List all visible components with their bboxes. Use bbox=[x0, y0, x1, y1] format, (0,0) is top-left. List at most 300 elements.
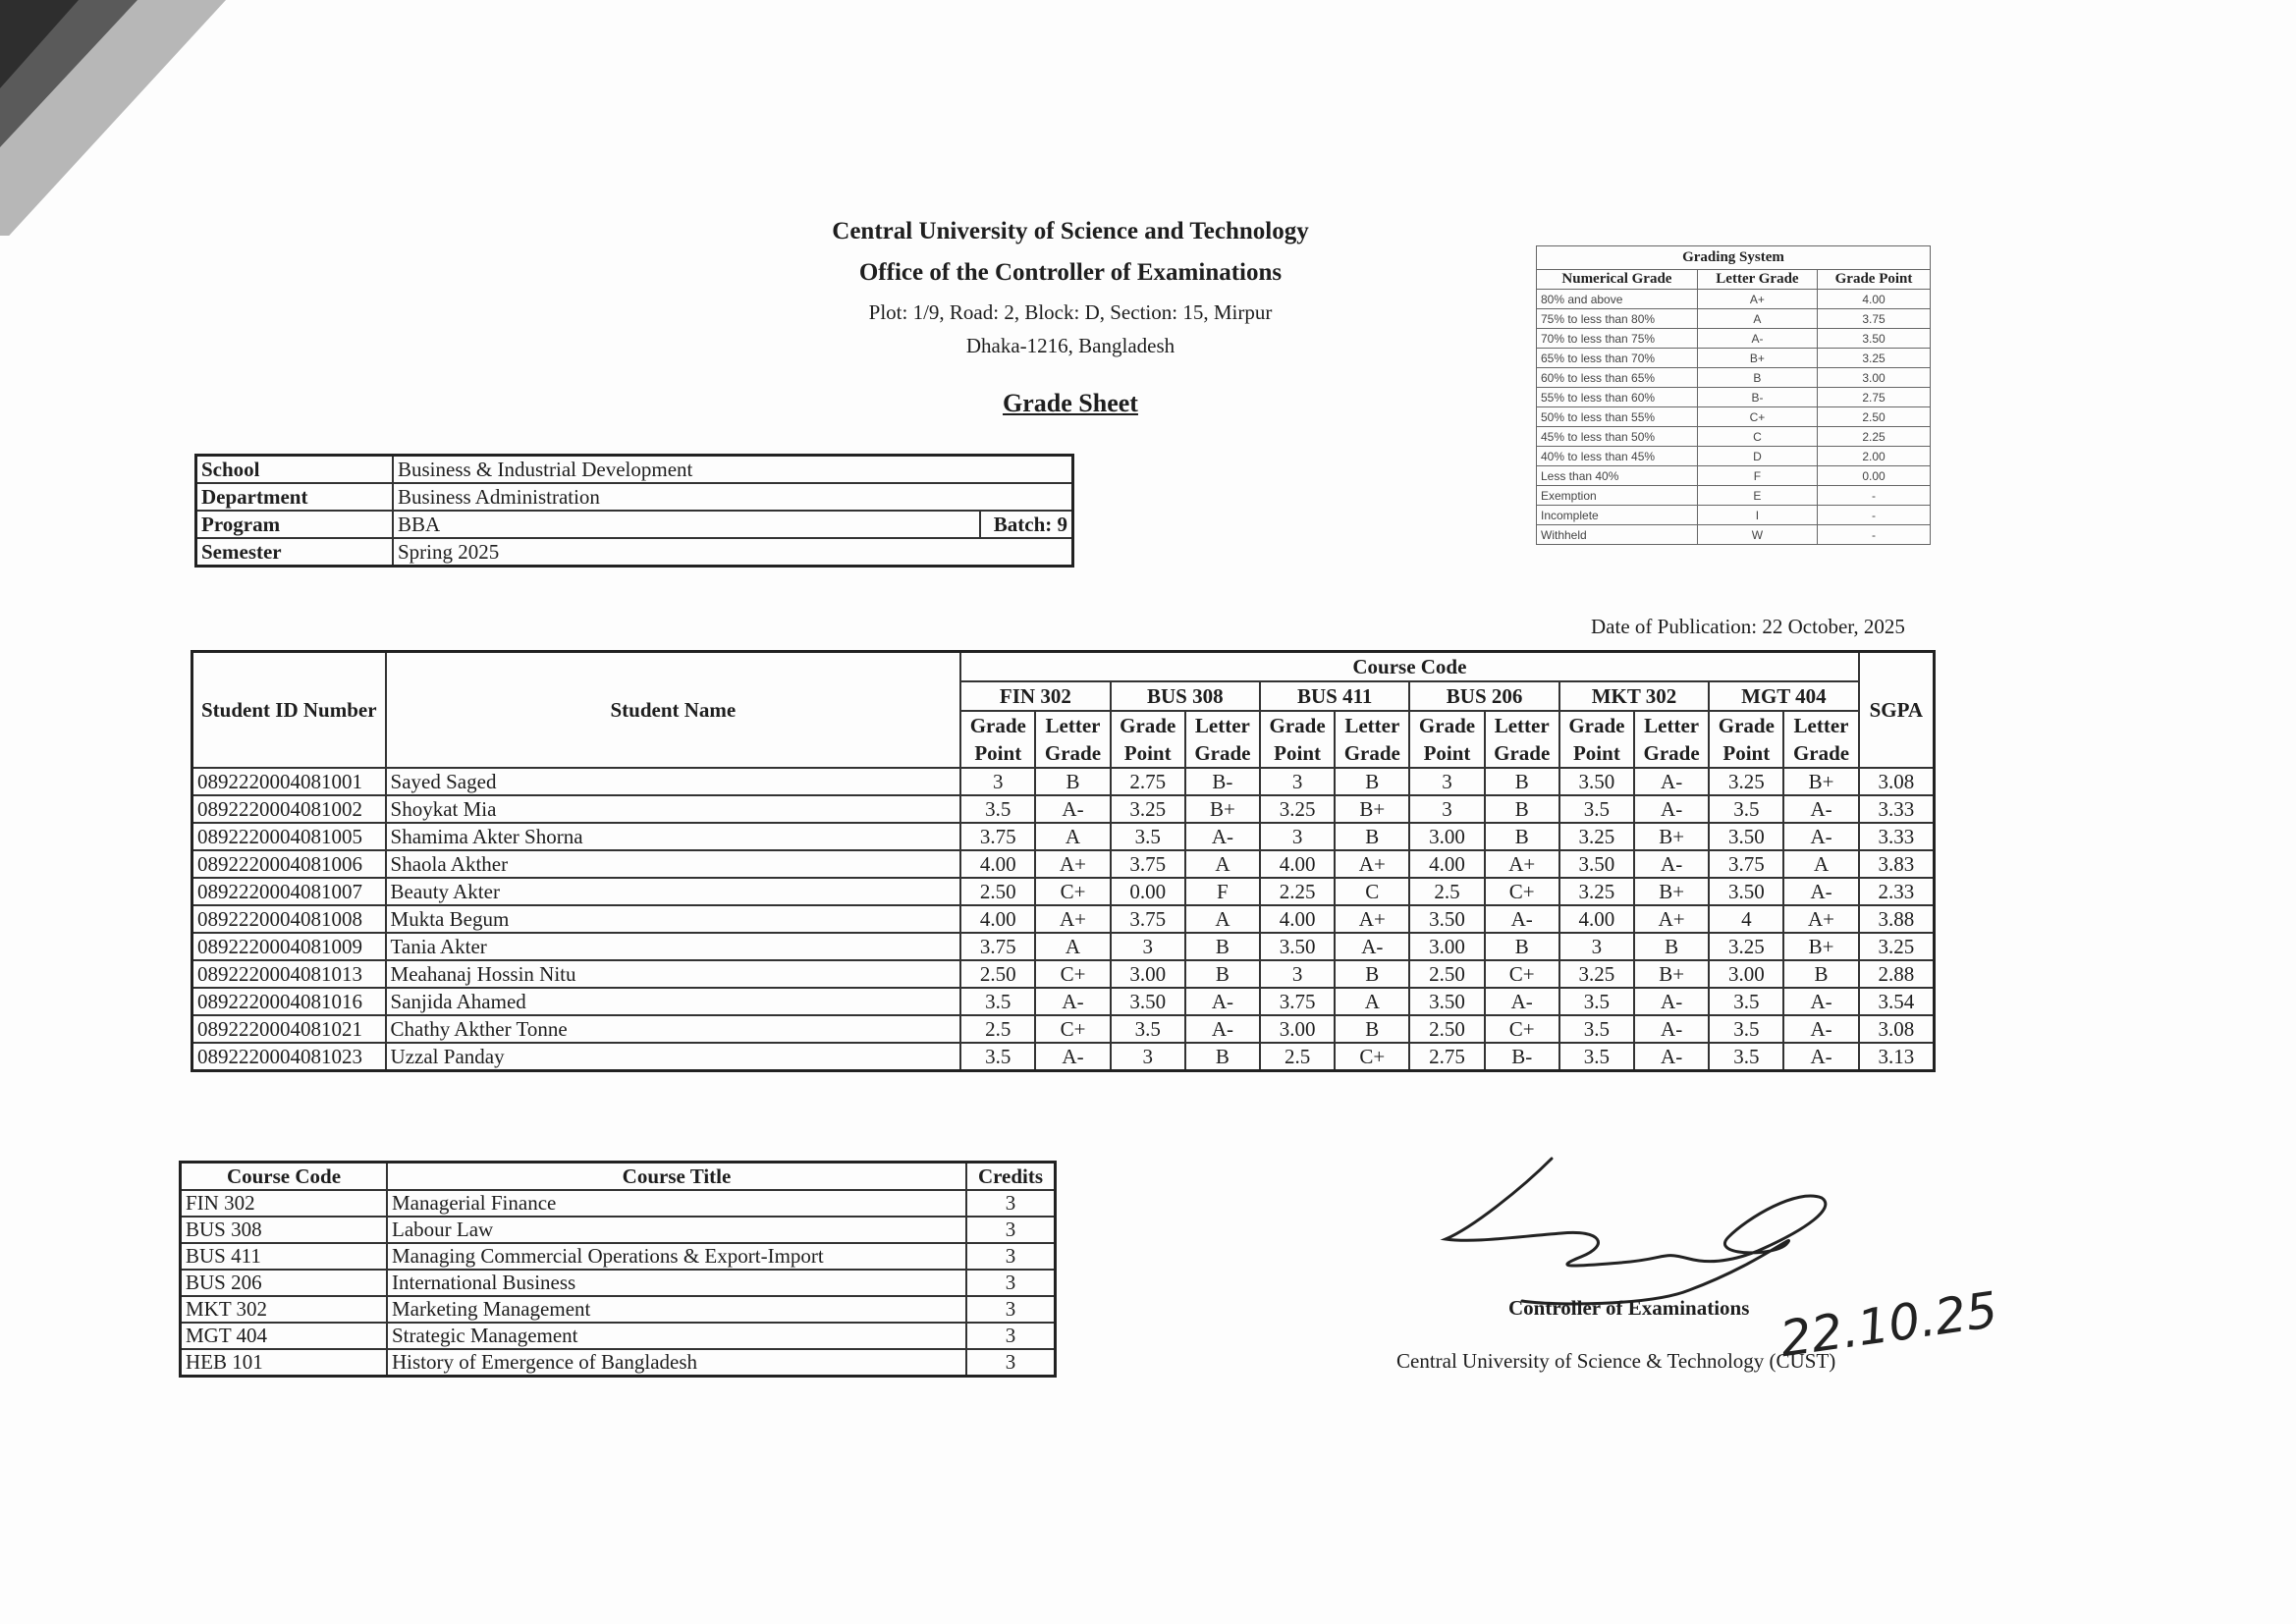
grade-point-cell: 0.00 bbox=[1111, 878, 1185, 905]
letter-grade-cell: A+ bbox=[1335, 850, 1409, 878]
student-name: Chathy Akther Tonne bbox=[386, 1015, 961, 1043]
department-value: Business Administration bbox=[393, 483, 1073, 511]
gs-numerical-grade: 70% to less than 75% bbox=[1537, 329, 1698, 349]
student-name: Tania Akter bbox=[386, 933, 961, 960]
letter-grade-cell: A bbox=[1035, 823, 1110, 850]
letter-grade-header: Letter Grade bbox=[1485, 711, 1559, 768]
scanner-corner-shadow bbox=[0, 0, 236, 236]
gs-numerical-grade: Incomplete bbox=[1537, 506, 1698, 525]
grade-point-cell: 3.5 bbox=[1111, 823, 1185, 850]
letter-grade-cell: A bbox=[1783, 850, 1858, 878]
grade-point-cell: 3.5 bbox=[1111, 1015, 1185, 1043]
letter-grade-cell: A- bbox=[1783, 988, 1858, 1015]
grading-system-row bbox=[1537, 388, 1931, 407]
publication-date: Date of Publication: 22 October, 2025 bbox=[1591, 615, 1905, 638]
student-id: 0892220004081001 bbox=[192, 768, 386, 795]
grade-point-cell: 3.5 bbox=[960, 988, 1035, 1015]
gs-numerical-grade: Withheld bbox=[1537, 525, 1698, 545]
gs-letter-grade: B- bbox=[1697, 388, 1817, 407]
letter-grade-cell: B+ bbox=[1783, 768, 1858, 795]
course-credits: 3 bbox=[966, 1243, 1056, 1270]
school-value: Business & Industrial Development bbox=[393, 456, 1073, 484]
grade-point-cell: 3.25 bbox=[1559, 878, 1634, 905]
student-name: Mukta Begum bbox=[386, 905, 961, 933]
gs-numerical-grade: 80% and above bbox=[1537, 290, 1698, 309]
grade-point-cell: 3.5 bbox=[960, 795, 1035, 823]
letter-grade-cell: C+ bbox=[1035, 960, 1110, 988]
grade-point-cell: 2.75 bbox=[1409, 1043, 1484, 1071]
student-name: Shaola Akther bbox=[386, 850, 961, 878]
student-id-header: Student ID Number bbox=[192, 652, 386, 769]
letter-grade-cell: A- bbox=[1634, 988, 1709, 1015]
grade-point-cell: 4.00 bbox=[960, 905, 1035, 933]
student-row bbox=[192, 905, 1935, 933]
sgpa-cell: 3.33 bbox=[1859, 823, 1935, 850]
student-row bbox=[192, 823, 1935, 850]
student-name: Shamima Akter Shorna bbox=[386, 823, 961, 850]
student-id: 0892220004081023 bbox=[192, 1043, 386, 1071]
course-title: Managerial Finance bbox=[387, 1190, 966, 1217]
gs-header-numerical: Numerical Grade bbox=[1537, 270, 1698, 290]
course-title: Managing Commercial Operations & Export-Import bbox=[387, 1243, 966, 1270]
student-id: 0892220004081009 bbox=[192, 933, 386, 960]
gs-letter-grade: I bbox=[1697, 506, 1817, 525]
grade-point-cell: 3.00 bbox=[1409, 823, 1484, 850]
grade-point-cell: 2.50 bbox=[960, 878, 1035, 905]
letter-grade-cell: C bbox=[1335, 878, 1409, 905]
grade-point-cell: 3.50 bbox=[1111, 988, 1185, 1015]
program-value: BBA bbox=[393, 511, 980, 538]
grade-point-cell: 3.5 bbox=[1709, 1043, 1783, 1071]
semester-value: Spring 2025 bbox=[393, 538, 1073, 567]
grade-point-cell: 2.50 bbox=[960, 960, 1035, 988]
student-name: Sanjida Ahamed bbox=[386, 988, 961, 1015]
grade-point-header: Grade Point bbox=[1111, 711, 1185, 768]
student-row bbox=[192, 850, 1935, 878]
course-code: BUS 308 bbox=[181, 1217, 388, 1243]
grade-point-cell: 4.00 bbox=[1260, 905, 1335, 933]
gs-numerical-grade: 65% to less than 70% bbox=[1537, 349, 1698, 368]
letter-grade-cell: A+ bbox=[1634, 905, 1709, 933]
letter-grade-cell: A- bbox=[1783, 823, 1858, 850]
course-header: MGT 404 bbox=[1709, 681, 1858, 711]
info-row-school bbox=[196, 456, 1073, 484]
gs-grade-point: 3.25 bbox=[1818, 349, 1931, 368]
letter-grade-cell: B+ bbox=[1335, 795, 1409, 823]
school-label: School bbox=[196, 456, 394, 484]
sgpa-cell: 2.88 bbox=[1859, 960, 1935, 988]
letter-grade-cell: A- bbox=[1634, 850, 1709, 878]
grade-point-cell: 3.25 bbox=[1709, 933, 1783, 960]
course-title: International Business bbox=[387, 1270, 966, 1296]
letter-grade-cell: A+ bbox=[1783, 905, 1858, 933]
student-id: 0892220004081002 bbox=[192, 795, 386, 823]
gs-numerical-grade: Exemption bbox=[1537, 486, 1698, 506]
letter-grade-cell: A- bbox=[1783, 795, 1858, 823]
course-credits: 3 bbox=[966, 1349, 1056, 1377]
letter-grade-cell: B bbox=[1185, 933, 1260, 960]
letter-grade-header: Letter Grade bbox=[1035, 711, 1110, 768]
letter-grade-cell: B bbox=[1185, 960, 1260, 988]
grade-point-header: Grade Point bbox=[960, 711, 1035, 768]
letter-grade-cell: A- bbox=[1035, 1043, 1110, 1071]
info-row-department bbox=[196, 483, 1073, 511]
student-id: 0892220004081005 bbox=[192, 823, 386, 850]
grade-point-cell: 2.5 bbox=[1260, 1043, 1335, 1071]
university-name: Central University of Science and Technology bbox=[832, 218, 1309, 244]
batch-value: Batch: 9 bbox=[980, 511, 1073, 538]
gs-grade-point: 2.25 bbox=[1818, 427, 1931, 447]
course-code: FIN 302 bbox=[181, 1190, 388, 1217]
gs-header-point: Grade Point bbox=[1818, 270, 1931, 290]
office-name: Office of the Controller of Examinations bbox=[858, 259, 1283, 286]
grade-point-cell: 2.5 bbox=[1409, 878, 1484, 905]
gs-grade-point: 3.00 bbox=[1818, 368, 1931, 388]
grading-system-row bbox=[1537, 309, 1931, 329]
program-info-table bbox=[194, 454, 1074, 568]
course-credits: 3 bbox=[966, 1190, 1056, 1217]
grade-point-cell: 2.50 bbox=[1409, 1015, 1484, 1043]
signatory-institution: Central University of Science & Technology (CUST) bbox=[1396, 1349, 1836, 1373]
sgpa-cell: 3.08 bbox=[1859, 768, 1935, 795]
letter-grade-cell: A- bbox=[1185, 988, 1260, 1015]
program-label: Program bbox=[196, 511, 394, 538]
letter-grade-cell: C+ bbox=[1485, 878, 1559, 905]
gs-grade-point: 2.00 bbox=[1818, 447, 1931, 466]
grade-point-cell: 4.00 bbox=[1409, 850, 1484, 878]
grade-point-cell: 3.00 bbox=[1409, 933, 1484, 960]
gs-letter-grade: W bbox=[1697, 525, 1817, 545]
grade-point-header: Grade Point bbox=[1260, 711, 1335, 768]
grade-point-cell: 4.00 bbox=[1260, 850, 1335, 878]
grade-point-cell: 3.50 bbox=[1709, 823, 1783, 850]
letter-grade-cell: A bbox=[1335, 988, 1409, 1015]
course-credits: 3 bbox=[966, 1270, 1056, 1296]
gs-numerical-grade: 55% to less than 60% bbox=[1537, 388, 1698, 407]
letter-grade-cell: C+ bbox=[1035, 878, 1110, 905]
student-id: 0892220004081008 bbox=[192, 905, 386, 933]
course-credits: 3 bbox=[966, 1323, 1056, 1349]
grade-point-cell: 3 bbox=[1409, 795, 1484, 823]
grade-point-cell: 2.50 bbox=[1409, 960, 1484, 988]
signature-date: 22.10.25 bbox=[1777, 1280, 2001, 1369]
course-list-row bbox=[181, 1270, 1056, 1296]
grade-point-cell: 3.5 bbox=[1559, 1043, 1634, 1071]
grade-point-cell: 3 bbox=[1260, 823, 1335, 850]
letter-grade-cell: B- bbox=[1185, 768, 1260, 795]
grade-point-cell: 3.50 bbox=[1559, 850, 1634, 878]
grade-point-cell: 3.75 bbox=[1111, 850, 1185, 878]
grade-point-cell: 3.75 bbox=[1111, 905, 1185, 933]
grade-point-cell: 3.5 bbox=[1559, 1015, 1634, 1043]
grading-system-row bbox=[1537, 349, 1931, 368]
grade-point-cell: 2.5 bbox=[960, 1015, 1035, 1043]
grade-point-cell: 2.25 bbox=[1260, 878, 1335, 905]
course-list-credits-header: Credits bbox=[966, 1163, 1056, 1191]
gs-letter-grade: F bbox=[1697, 466, 1817, 486]
gs-grade-point: 4.00 bbox=[1818, 290, 1931, 309]
letter-grade-cell: C+ bbox=[1485, 1015, 1559, 1043]
gs-letter-grade: A+ bbox=[1697, 290, 1817, 309]
course-list-table bbox=[179, 1161, 1057, 1378]
gs-grade-point: - bbox=[1818, 506, 1931, 525]
letter-grade-header: Letter Grade bbox=[1783, 711, 1858, 768]
grade-point-cell: 3 bbox=[1260, 768, 1335, 795]
grade-point-header: Grade Point bbox=[1409, 711, 1484, 768]
grading-system-row bbox=[1537, 447, 1931, 466]
sheet-title: Grade Sheet bbox=[1003, 389, 1138, 417]
grade-point-cell: 3.5 bbox=[1709, 795, 1783, 823]
course-list-code-header: Course Code bbox=[181, 1163, 388, 1191]
sgpa-cell: 3.88 bbox=[1859, 905, 1935, 933]
grade-point-cell: 3.00 bbox=[1709, 960, 1783, 988]
student-id: 0892220004081007 bbox=[192, 878, 386, 905]
course-list-row bbox=[181, 1217, 1056, 1243]
grade-point-cell: 3.25 bbox=[1559, 823, 1634, 850]
grade-point-cell: 3.75 bbox=[1709, 850, 1783, 878]
letter-grade-cell: B bbox=[1335, 823, 1409, 850]
grade-point-cell: 3.25 bbox=[1709, 768, 1783, 795]
grading-system-table bbox=[1536, 245, 1931, 545]
course-title: Marketing Management bbox=[387, 1296, 966, 1323]
grading-system-row bbox=[1537, 290, 1931, 309]
sgpa-cell: 3.54 bbox=[1859, 988, 1935, 1015]
letter-grade-cell: B bbox=[1485, 933, 1559, 960]
letter-grade-cell: B+ bbox=[1634, 823, 1709, 850]
course-list-row bbox=[181, 1296, 1056, 1323]
letter-grade-cell: A- bbox=[1634, 1043, 1709, 1071]
grade-point-cell: 3.75 bbox=[1260, 988, 1335, 1015]
grade-point-cell: 3.50 bbox=[1709, 878, 1783, 905]
course-title: Labour Law bbox=[387, 1217, 966, 1243]
student-name-header: Student Name bbox=[386, 652, 961, 769]
letter-grade-cell: C+ bbox=[1335, 1043, 1409, 1071]
grade-point-cell: 3.50 bbox=[1409, 988, 1484, 1015]
grade-point-cell: 3.5 bbox=[1709, 1015, 1783, 1043]
student-id: 0892220004081006 bbox=[192, 850, 386, 878]
info-row-program bbox=[196, 511, 1073, 538]
letter-grade-cell: B+ bbox=[1634, 878, 1709, 905]
grade-point-cell: 4.00 bbox=[1559, 905, 1634, 933]
course-code: BUS 206 bbox=[181, 1270, 388, 1296]
grade-point-cell: 3.25 bbox=[1111, 795, 1185, 823]
letter-grade-header: Letter Grade bbox=[1335, 711, 1409, 768]
student-row bbox=[192, 933, 1935, 960]
course-list-row bbox=[181, 1349, 1056, 1377]
sgpa-cell: 3.13 bbox=[1859, 1043, 1935, 1071]
gs-letter-grade: A- bbox=[1697, 329, 1817, 349]
course-code: BUS 411 bbox=[181, 1243, 388, 1270]
sgpa-cell: 3.83 bbox=[1859, 850, 1935, 878]
course-code-header: Course Code bbox=[960, 652, 1858, 682]
course-title: History of Emergence of Bangladesh bbox=[387, 1349, 966, 1377]
letter-grade-cell: B bbox=[1634, 933, 1709, 960]
grade-point-cell: 3.25 bbox=[1260, 795, 1335, 823]
grade-point-cell: 2.75 bbox=[1111, 768, 1185, 795]
grading-system-title: Grading System bbox=[1537, 246, 1931, 270]
student-row bbox=[192, 878, 1935, 905]
grade-point-cell: 3.00 bbox=[1260, 1015, 1335, 1043]
semester-label: Semester bbox=[196, 538, 394, 567]
gs-grade-point: 3.75 bbox=[1818, 309, 1931, 329]
grade-point-cell: 3 bbox=[1409, 768, 1484, 795]
grade-point-cell: 3.5 bbox=[1709, 988, 1783, 1015]
course-list-row bbox=[181, 1190, 1056, 1217]
letter-grade-cell: A bbox=[1185, 905, 1260, 933]
letter-grade-cell: B bbox=[1485, 795, 1559, 823]
grades-table bbox=[191, 650, 1936, 1072]
grade-point-cell: 4 bbox=[1709, 905, 1783, 933]
letter-grade-cell: A- bbox=[1485, 988, 1559, 1015]
letter-grade-header: Letter Grade bbox=[1634, 711, 1709, 768]
department-label: Department bbox=[196, 483, 394, 511]
gs-grade-point: 0.00 bbox=[1818, 466, 1931, 486]
letter-grade-cell: B bbox=[1035, 768, 1110, 795]
sgpa-header: SGPA bbox=[1859, 652, 1935, 769]
letter-grade-cell: B bbox=[1335, 1015, 1409, 1043]
gs-numerical-grade: Less than 40% bbox=[1537, 466, 1698, 486]
letter-grade-cell: C+ bbox=[1035, 1015, 1110, 1043]
grade-point-cell: 3.50 bbox=[1559, 768, 1634, 795]
grade-point-cell: 3 bbox=[960, 768, 1035, 795]
grade-point-cell: 3.50 bbox=[1409, 905, 1484, 933]
gs-letter-grade: B+ bbox=[1697, 349, 1817, 368]
gs-numerical-grade: 50% to less than 55% bbox=[1537, 407, 1698, 427]
grade-point-cell: 3.75 bbox=[960, 933, 1035, 960]
address-line-1: Plot: 1/9, Road: 2, Block: D, Section: 15, Mirpur bbox=[868, 300, 1273, 324]
grade-point-cell: 4.00 bbox=[960, 850, 1035, 878]
grade-point-header: Grade Point bbox=[1559, 711, 1634, 768]
sgpa-cell: 3.25 bbox=[1859, 933, 1935, 960]
letter-grade-cell: B bbox=[1335, 960, 1409, 988]
student-name: Shoykat Mia bbox=[386, 795, 961, 823]
course-credits: 3 bbox=[966, 1296, 1056, 1323]
course-header: FIN 302 bbox=[960, 681, 1110, 711]
gs-grade-point: - bbox=[1818, 486, 1931, 506]
student-row bbox=[192, 988, 1935, 1015]
course-code: HEB 101 bbox=[181, 1349, 388, 1377]
gs-numerical-grade: 75% to less than 80% bbox=[1537, 309, 1698, 329]
grade-point-header: Grade Point bbox=[1709, 711, 1783, 768]
gs-header-letter: Letter Grade bbox=[1697, 270, 1817, 290]
course-code: MGT 404 bbox=[181, 1323, 388, 1349]
gs-letter-grade: B bbox=[1697, 368, 1817, 388]
student-name: Beauty Akter bbox=[386, 878, 961, 905]
student-id: 0892220004081021 bbox=[192, 1015, 386, 1043]
letter-grade-cell: F bbox=[1185, 878, 1260, 905]
letter-grade-cell: A+ bbox=[1485, 850, 1559, 878]
gs-grade-point: 3.50 bbox=[1818, 329, 1931, 349]
grade-point-cell: 3 bbox=[1111, 1043, 1185, 1071]
student-row bbox=[192, 1043, 1935, 1071]
course-header: BUS 206 bbox=[1409, 681, 1558, 711]
letter-grade-header: Letter Grade bbox=[1185, 711, 1260, 768]
letter-grade-cell: A bbox=[1035, 933, 1110, 960]
letter-grade-cell: B+ bbox=[1634, 960, 1709, 988]
info-row-semester bbox=[196, 538, 1073, 567]
course-header: BUS 308 bbox=[1111, 681, 1260, 711]
letter-grade-cell: A- bbox=[1485, 905, 1559, 933]
grading-system-row bbox=[1537, 466, 1931, 486]
gs-letter-grade: C bbox=[1697, 427, 1817, 447]
letter-grade-cell: B bbox=[1485, 823, 1559, 850]
gs-letter-grade: D bbox=[1697, 447, 1817, 466]
sgpa-cell: 2.33 bbox=[1859, 878, 1935, 905]
letter-grade-cell: B bbox=[1335, 768, 1409, 795]
gs-numerical-grade: 40% to less than 45% bbox=[1537, 447, 1698, 466]
address-line-2: Dhaka-1216, Bangladesh bbox=[965, 334, 1175, 357]
student-name: Uzzal Panday bbox=[386, 1043, 961, 1071]
grade-point-cell: 3 bbox=[1260, 960, 1335, 988]
letter-grade-cell: A- bbox=[1335, 933, 1409, 960]
course-list-row bbox=[181, 1243, 1056, 1270]
gs-letter-grade: E bbox=[1697, 486, 1817, 506]
grading-system-row bbox=[1537, 525, 1931, 545]
sgpa-cell: 3.33 bbox=[1859, 795, 1935, 823]
student-row bbox=[192, 1015, 1935, 1043]
course-header: BUS 411 bbox=[1260, 681, 1409, 711]
student-name: Sayed Saged bbox=[386, 768, 961, 795]
letter-grade-cell: A- bbox=[1783, 1043, 1858, 1071]
grade-point-cell: 3.5 bbox=[1559, 795, 1634, 823]
gs-grade-point: - bbox=[1818, 525, 1931, 545]
letter-grade-cell: B bbox=[1783, 960, 1858, 988]
grading-system-row bbox=[1537, 427, 1931, 447]
letter-grade-cell: A- bbox=[1634, 795, 1709, 823]
grade-point-cell: 3.25 bbox=[1559, 960, 1634, 988]
course-code: MKT 302 bbox=[181, 1296, 388, 1323]
letter-grade-cell: A- bbox=[1035, 795, 1110, 823]
gs-numerical-grade: 45% to less than 50% bbox=[1537, 427, 1698, 447]
course-header: MKT 302 bbox=[1559, 681, 1709, 711]
course-list-row bbox=[181, 1323, 1056, 1349]
grade-point-cell: 3.5 bbox=[960, 1043, 1035, 1071]
letter-grade-cell: A- bbox=[1185, 1015, 1260, 1043]
grading-system-row bbox=[1537, 368, 1931, 388]
grading-system-row bbox=[1537, 506, 1931, 525]
sgpa-cell: 3.08 bbox=[1859, 1015, 1935, 1043]
letter-grade-cell: A- bbox=[1185, 823, 1260, 850]
grade-point-cell: 3.75 bbox=[960, 823, 1035, 850]
gs-grade-point: 2.75 bbox=[1818, 388, 1931, 407]
grading-system-row bbox=[1537, 329, 1931, 349]
letter-grade-cell: A+ bbox=[1035, 905, 1110, 933]
grade-point-cell: 3.00 bbox=[1111, 960, 1185, 988]
gs-letter-grade: C+ bbox=[1697, 407, 1817, 427]
letter-grade-cell: A- bbox=[1634, 768, 1709, 795]
course-list-title-header: Course Title bbox=[387, 1163, 966, 1191]
letter-grade-cell: A+ bbox=[1335, 905, 1409, 933]
grade-point-cell: 3 bbox=[1559, 933, 1634, 960]
gs-letter-grade: A bbox=[1697, 309, 1817, 329]
letter-grade-cell: B bbox=[1485, 768, 1559, 795]
grading-system-row bbox=[1537, 407, 1931, 427]
letter-grade-cell: B bbox=[1185, 1043, 1260, 1071]
letter-grade-cell: A bbox=[1185, 850, 1260, 878]
letter-grade-cell: B- bbox=[1485, 1043, 1559, 1071]
letter-grade-cell: B+ bbox=[1185, 795, 1260, 823]
student-row bbox=[192, 795, 1935, 823]
letter-grade-cell: B+ bbox=[1783, 933, 1858, 960]
student-row bbox=[192, 960, 1935, 988]
student-id: 0892220004081016 bbox=[192, 988, 386, 1015]
letter-grade-cell: C+ bbox=[1485, 960, 1559, 988]
letter-grade-cell: A- bbox=[1634, 1015, 1709, 1043]
student-id: 0892220004081013 bbox=[192, 960, 386, 988]
gs-numerical-grade: 60% to less than 65% bbox=[1537, 368, 1698, 388]
letter-grade-cell: A- bbox=[1783, 1015, 1858, 1043]
course-credits: 3 bbox=[966, 1217, 1056, 1243]
